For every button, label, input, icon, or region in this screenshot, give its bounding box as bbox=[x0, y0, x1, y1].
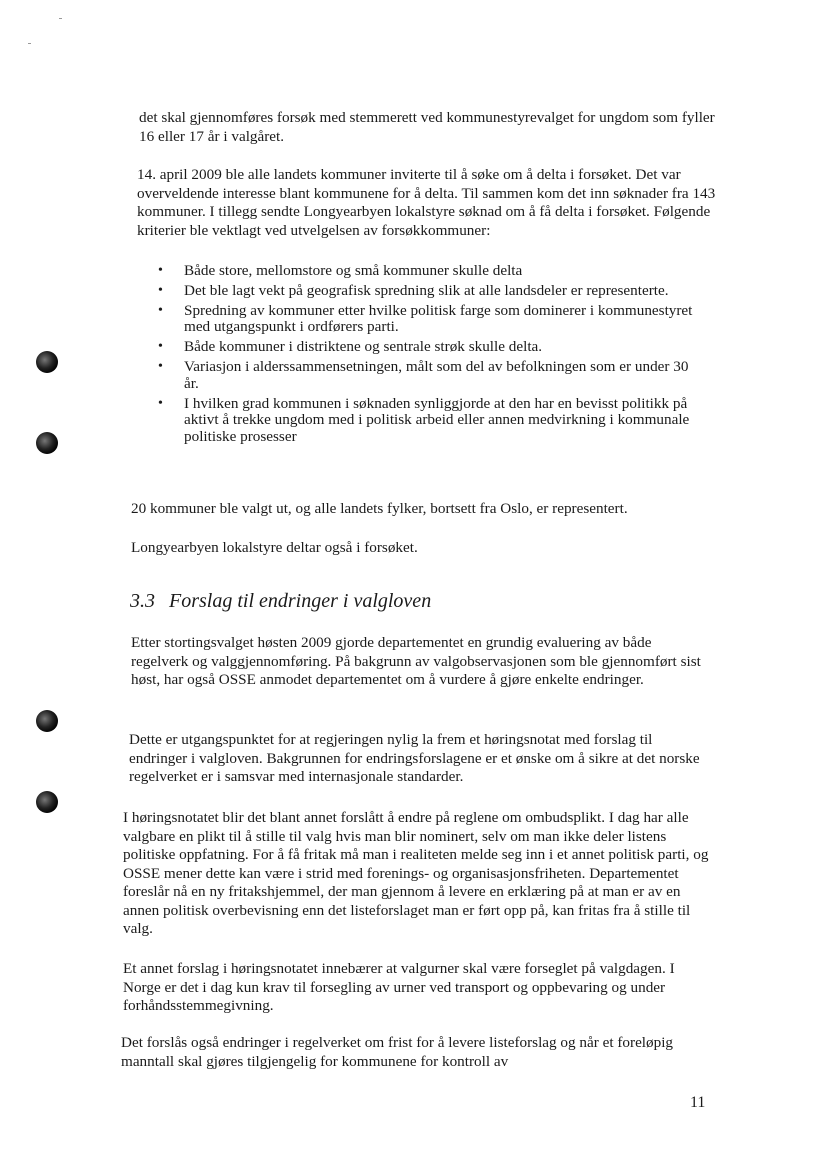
scan-mark bbox=[28, 43, 31, 44]
paragraph-deadlines: Det forslås også endringer i regelverket om frist for å levere listeforslag og når et foreløpig manntall skal gjøres tilgjengelig for kommunene for kontroll av bbox=[121, 1034, 674, 1070]
punch-hole bbox=[36, 351, 58, 373]
criteria-list bbox=[156, 263, 696, 449]
section-number: 3.3 bbox=[130, 590, 155, 612]
list-item: • Både store, mellomstore og små kommuner skulle delta bbox=[158, 262, 523, 279]
paragraph-ballot-boxes: Et annet forslag i høringsnotatet innebærer at valgurner skal være forseglet på valgdagen. I Norge er det i dag kun krav til forsegling av urner ved transport og oppbevaring og under forhåndsstemmegivning. bbox=[123, 960, 675, 1014]
paragraph-longyearbyen: Longyearbyen lokalstyre deltar også i forsøket. bbox=[131, 539, 418, 556]
list-item: • Variasjon i alderssammensetningen, målt som del av befolkningen som er under 30 år. bbox=[158, 357, 689, 392]
list-item: • Både kommuner i distriktene og sentrale strøk skulle delta. bbox=[158, 338, 543, 356]
scan-mark bbox=[59, 18, 62, 19]
paragraph-hearing-note: Dette er utgangspunktet for at regjeringen nylig la frem et høringsnotat med forslag til endringer i valgloven. Bakgrunnen for endringsforslagene er et ønske om å sikre at det norske regelverket er i samsvar med internasjonale standarder. bbox=[129, 731, 700, 785]
paragraph-continuation: det skal gjennomføres forsøk med stemmerett ved kommunestyrevalget for ungdom som fyller 16 eller 17 år i valgåret. bbox=[139, 109, 715, 145]
page-number: 11 bbox=[690, 1094, 706, 1111]
list-item: • Det ble lagt vekt på geografisk spredning slik at alle landsdeler er representerte. bbox=[158, 281, 669, 299]
section-title: Forslag til endringer i valgloven bbox=[169, 590, 432, 612]
bullet-icon: • bbox=[158, 302, 163, 318]
paragraph-evaluation: Etter stortingsvalget høsten 2009 gjorde departementet en grundig evaluering av både regelverk og valggjennomføring. På bakgrunn av valgobservasjonen som ble gjennomført sist høst, har også OSSE anmodet departementet om å vurdere å gjøre enkelte endringer. bbox=[131, 634, 701, 688]
paragraph-ombudsplikt: I høringsnotatet blir det blant annet forslått å endre på reglene om ombudsplikt. I dag har alle valgbare en plikt til å stille til valg hvis man blir nominert, selv om man ikke deler listens politiske oppfatning. For å få fritak må man i realiteten melde seg inn i et annet politisk parti, og OSSE mener dette kan være i strid med forenings- og organisasjonsfriheten. Departementet foreslår nå en ny fritakshjemmel, der man gjennom å levere en erklæring på at man er av en annen politisk overbevisning enn det listeforslaget man er ført opp på, kan fritas fra å stille til valg. bbox=[123, 809, 709, 937]
paragraph-selection: 20 kommuner ble valgt ut, og alle landets fylker, bortsett fra Oslo, er representert. bbox=[131, 500, 628, 517]
punch-hole bbox=[36, 791, 58, 813]
bullet-icon: • bbox=[158, 282, 163, 298]
list-item: • Spredning av kommuner etter hvilke politisk farge som dominerer i kommunestyret med utgangspunkt i ordførers parti. bbox=[158, 301, 693, 336]
punch-hole bbox=[36, 710, 58, 732]
bullet-icon: • bbox=[158, 395, 163, 411]
punch-hole bbox=[36, 432, 58, 454]
bullet-icon: • bbox=[158, 339, 163, 355]
paragraph-invitation: 14. april 2009 ble alle landets kommuner inviterte til å søke om å delta i forsøket. Det var overveldende interesse blant kommunene for å delta. Til sammen kom det inn søknader fra 143 kommuner. I tillegg sendte Longyearbyen lokalstyre søknad om å få delta i forsøket. Følgende kriterier ble vektlagt ved utvelgelsen av forsøkkommuner: bbox=[137, 166, 716, 239]
section-heading bbox=[130, 590, 431, 613]
list-item: • I hvilken grad kommunen i søknaden synliggjorde at den har en bevisst politikk på aktivt å trekke ungdom med i politisk arbeid eller annen medvirkning i kommunale politiske prosesser bbox=[158, 394, 690, 446]
bullet-icon: • bbox=[158, 358, 163, 374]
bullet-icon: • bbox=[158, 263, 163, 278]
